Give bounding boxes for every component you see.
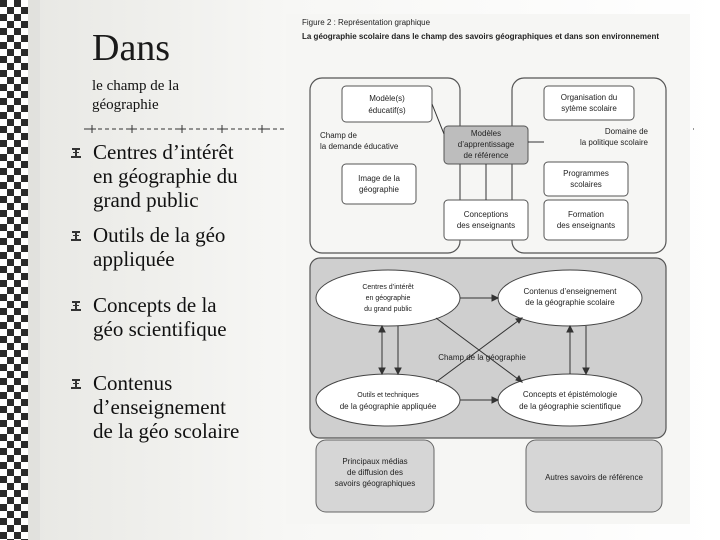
modeles-educatifs-label: Modèle(s)	[369, 94, 405, 103]
bullet-item: Contenus d’enseignement de la géo scolaire	[70, 371, 280, 443]
centres-label: Centres d’intérêt	[362, 284, 414, 291]
bullet-icon	[70, 378, 82, 390]
svg-text:d’apprentissage: d’apprentissage	[457, 140, 515, 149]
checkered-border	[0, 0, 28, 540]
svg-text:en géographie: en géographie	[365, 295, 411, 302]
domaine-politique-label: Domaine de	[604, 127, 648, 136]
svg-text:éducatif(s): éducatif(s)	[368, 106, 406, 115]
slide-subtitle: le champ de la géographie	[92, 78, 180, 113]
concepts-ellipse	[498, 374, 642, 426]
outils-ellipse	[316, 374, 460, 426]
bullet-icon	[70, 147, 82, 159]
image-geo-box	[342, 164, 416, 204]
champ-demande-label: Champ de	[320, 131, 357, 140]
svg-text:la demande éducative: la demande éducative	[320, 142, 399, 151]
formation-box	[544, 200, 628, 240]
svg-text:du grand public: du grand public	[364, 306, 412, 313]
autres-label: Autres savoirs de référence	[545, 473, 643, 482]
programmes-box	[544, 162, 628, 196]
image-geo-label: Image de la	[358, 174, 400, 183]
concepts-label: Concepts et épistémologie	[522, 390, 618, 399]
figure-diagram	[286, 14, 690, 524]
conceptions-label: Conceptions	[463, 210, 509, 219]
formation-label: Formation	[567, 210, 605, 219]
svg-text:de la géographie appliquée: de la géographie appliquée	[339, 402, 437, 411]
svg-text:géographie: géographie	[358, 185, 400, 194]
bullet-item: Centres d’intérêt en géographie du grand public	[70, 140, 280, 212]
svg-text:scolaires: scolaires	[570, 180, 602, 189]
svg-text:des enseignants: des enseignants	[556, 221, 616, 230]
svg-text:de diffusion des: de diffusion des	[347, 468, 403, 477]
svg-text:la politique scolaire: la politique scolaire	[579, 138, 648, 147]
svg-text:de la géographie scolaire: de la géographie scolaire	[525, 298, 615, 307]
outils-label: Outils et techniques	[357, 392, 419, 399]
bullet-icon	[70, 230, 82, 242]
svg-text:savoirs géographiques: savoirs géographiques	[334, 479, 416, 488]
svg-text:sytème scolaire: sytème scolaire	[561, 104, 617, 113]
modeles-educatifs-box	[342, 86, 432, 122]
svg-text:de référence: de référence	[463, 151, 509, 160]
contenus-label: Contenus d’enseignement	[523, 287, 617, 296]
champ-geo-label: Champ de la géographie	[438, 353, 526, 362]
figure-caption-title: La géographie scolaire dans le champ des savoirs géographiques et dans son environnement	[302, 32, 659, 41]
diagram-svg	[286, 14, 690, 524]
svg-text:de la géographie scientifique: de la géographie scientifique	[519, 402, 621, 411]
programmes-label: Programmes	[563, 169, 609, 178]
slide-title: Dans	[92, 27, 171, 69]
bullet-list	[70, 140, 280, 443]
organisation-box	[544, 86, 634, 120]
conceptions-box	[444, 200, 528, 240]
bullet-icon	[70, 300, 82, 312]
medias-label: Principaux médias	[342, 457, 408, 466]
figure-caption: Figure 2 : Représentation graphique	[302, 18, 431, 27]
modeles-apprentissage-label: Modèles	[470, 129, 502, 138]
bullet-item: Concepts de la géo scientifique	[70, 293, 280, 341]
svg-text:des enseignants: des enseignants	[456, 221, 516, 230]
organisation-label: Organisation du	[560, 93, 618, 102]
bullet-item: Outils de la géo appliquée	[70, 223, 280, 271]
